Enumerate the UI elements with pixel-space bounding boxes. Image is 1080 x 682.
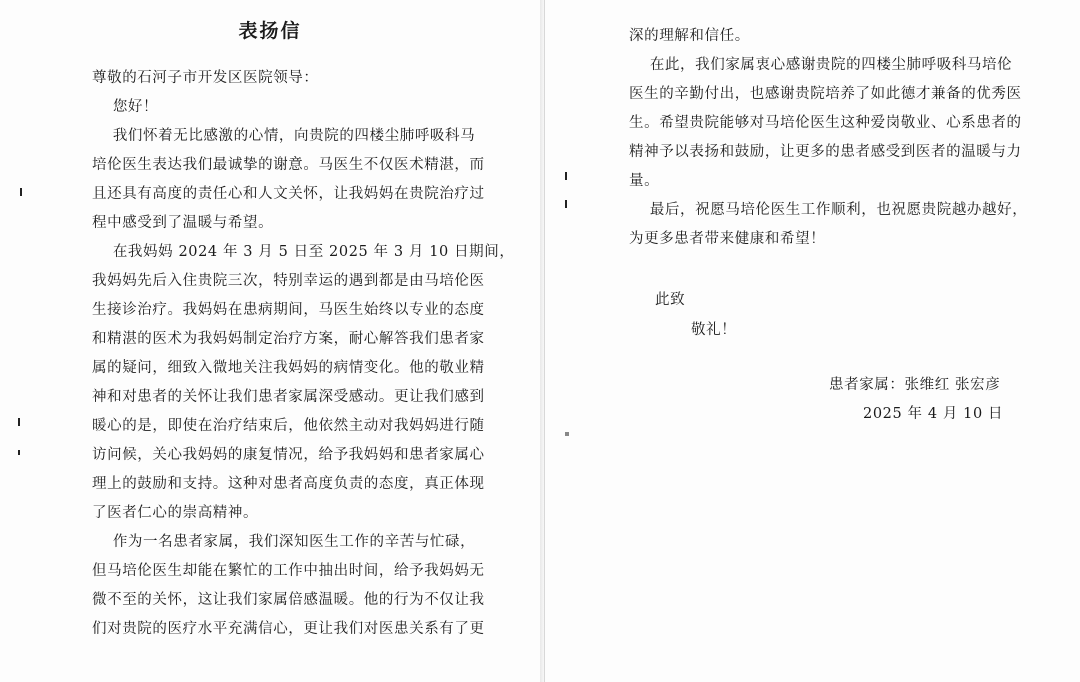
letter-line: 访问候，关心我妈妈的康复情况，给予我妈妈和患者家属心 [92, 447, 485, 463]
letter-line: 作为一名患者家属，我们深知医生工作的辛苦与忙碌， [92, 534, 476, 550]
letter-line: 神和对患者的关怀让我们患者家属深受感动。更让我们感到 [92, 389, 485, 405]
closing-salutation: 此致 [655, 292, 686, 308]
right-body-text [629, 22, 1059, 254]
letter-line: 在此，我们家属衷心感谢贵院的四楼尘肺呼吸科马培伦 [629, 57, 1013, 73]
letter-line: 深的理解和信任。 [629, 28, 750, 44]
letter-line: 为更多患者带来健康和希望！ [629, 231, 826, 247]
letter-line: 理上的鼓励和支持。这种对患者高度负责的态度，真正体现 [92, 476, 485, 492]
letter-line: 精神予以表扬和鼓励，让更多的患者感受到医者的温暖与力 [629, 144, 1022, 160]
letter-line: 我们怀着无比感激的心情，向贵院的四楼尘肺呼吸科马 [92, 128, 476, 144]
letter-line: 您好！ [92, 99, 159, 115]
letter-line: 尊敬的石河子市开发区医院领导： [92, 70, 319, 86]
scan-speck [18, 450, 20, 455]
right-page [544, 0, 1080, 682]
letter-date: 2025 年 4 月 10 日 [863, 406, 1004, 422]
letter-line: 暖心的是，即使在治疗结束后，他依然主动对我妈妈进行随 [92, 418, 485, 434]
signature-line: 患者家属：张维红 张宏彦 [829, 377, 1001, 393]
scan-speck [565, 172, 567, 180]
letter-line: 程中感受到了温暖与希望。 [92, 215, 274, 231]
closing-respects: 敬礼！ [691, 322, 737, 338]
letter-line: 属的疑问，细致入微地关注我妈妈的病情变化。他的敬业精 [92, 360, 485, 376]
scan-speck [18, 418, 20, 426]
letter-line: 微不至的关怀，这让我们家属倍感温暖。他的行为不仅让我 [92, 592, 485, 608]
letter-line: 生。希望贵院能够对马培伦医生这种爱岗敬业、心系患者的 [629, 115, 1022, 131]
letter-line: 了医者仁心的崇高精神。 [92, 505, 259, 521]
letter-line: 医生的辛勤付出，也感谢贵院培养了如此德才兼备的优秀医 [629, 86, 1022, 102]
left-body-text [92, 64, 515, 644]
letter-line: 在我妈妈 2024 年 3 月 5 日至 2025 年 3 月 10 日期间， [92, 244, 515, 260]
letter-line: 且还具有高度的责任心和人文关怀，让我妈妈在贵院治疗过 [92, 186, 485, 202]
letter-line: 们对贵院的医疗水平充满信心，更让我们对医患关系有了更 [92, 621, 485, 637]
letter-line: 培伦医生表达我们最诚挚的谢意。马医生不仅医术精湛，而 [92, 157, 485, 173]
letter-line: 生接诊治疗。我妈妈在患病期间，马医生始终以专业的态度 [92, 302, 485, 318]
letter-line: 和精湛的医术为我妈妈制定治疗方案，耐心解答我们患者家 [92, 331, 485, 347]
letter-line: 量。 [629, 173, 660, 189]
scan-speck [565, 200, 567, 208]
scan-speck [20, 188, 22, 196]
letter-line: 最后，祝愿马培伦医生工作顺利，也祝愿贵院越办越好， [629, 202, 1028, 218]
scan-speck [565, 432, 569, 436]
letter-line: 我妈妈先后入住贵院三次，特别幸运的遇到都是由马培伦医 [92, 273, 485, 289]
letter-title: 表扬信 [238, 20, 302, 42]
letter-line: 但马培伦医生却能在繁忙的工作中抽出时间，给予我妈妈无 [92, 563, 485, 579]
